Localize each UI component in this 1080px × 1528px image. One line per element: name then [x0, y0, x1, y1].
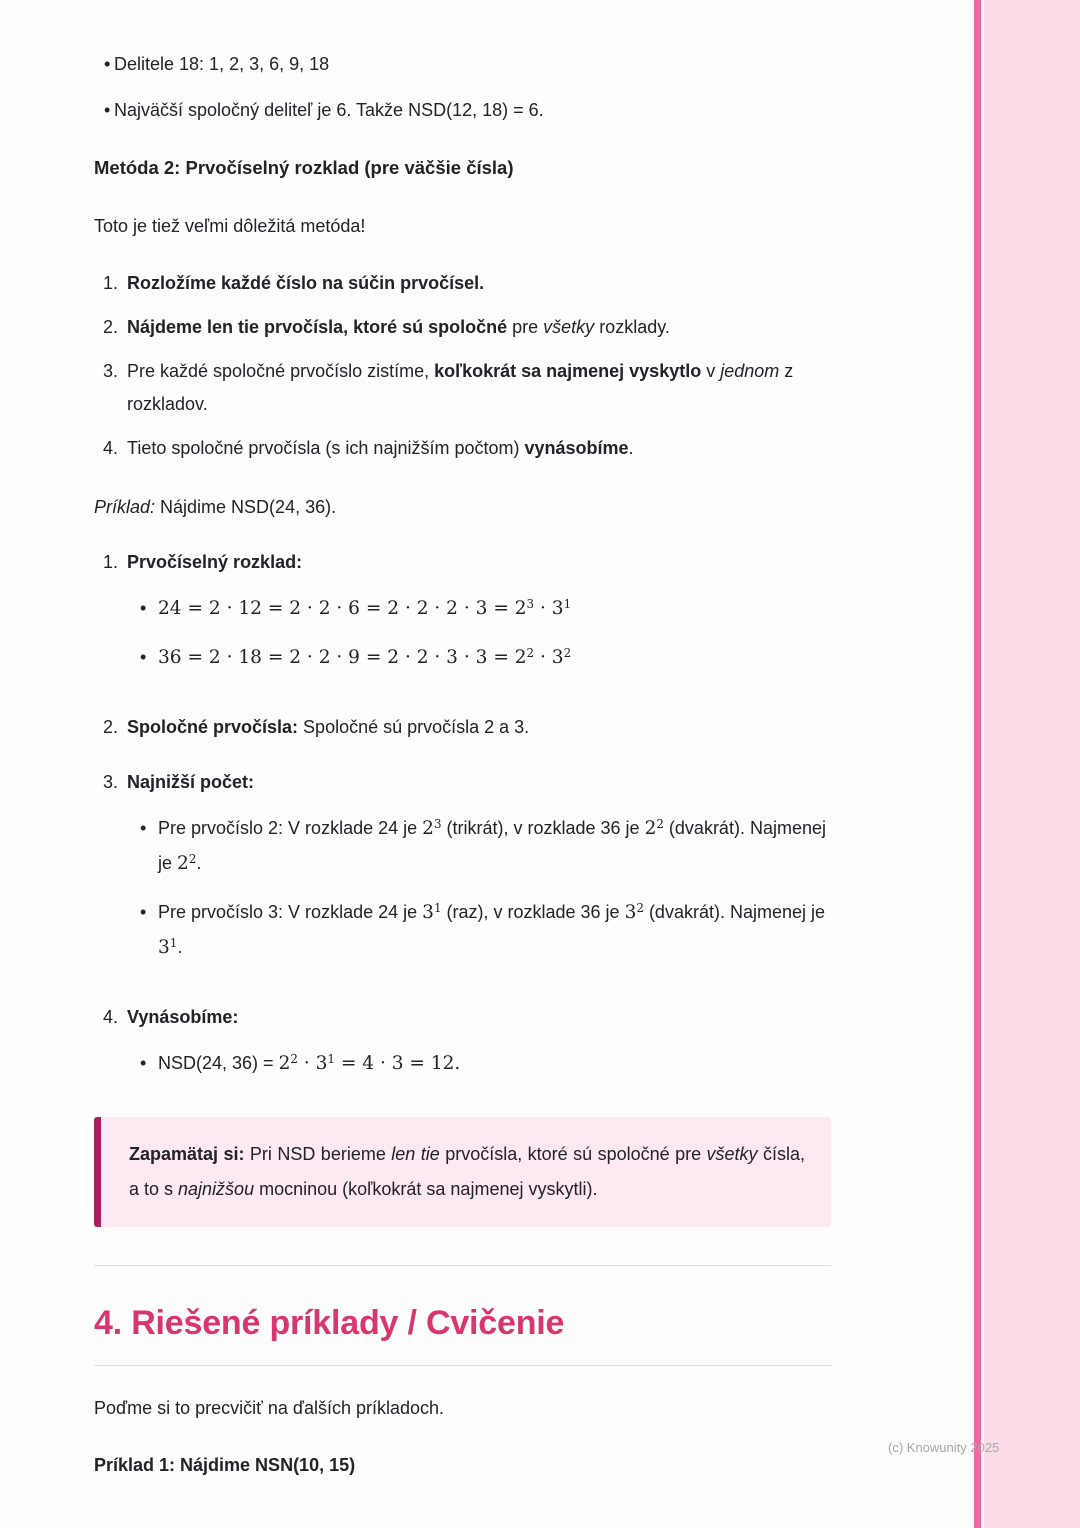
bullet-icon: • — [140, 647, 147, 667]
section-intro: Poďme si to precvičiť na ďalších príkladoch. — [94, 1398, 445, 1418]
bullet-item — [94, 94, 836, 127]
step-item — [94, 267, 836, 300]
detail-line-item — [127, 895, 836, 965]
callout-text: Zapamätaj si: Pri NSD berieme len tie prvočísla, ktoré sú spoločné pre všetky čísla, a to s najnižšou mocninou (koľkokrát sa najmenej vyskytli). — [129, 1144, 805, 1199]
bullet-icon: • — [140, 598, 147, 618]
step-text: Tieto spoločné prvočísla (s ich najnižším počtom) vynásobíme. — [127, 438, 634, 458]
step-text: Nájdeme len tie prvočísla, ktoré sú spoločné pre všetky rozklady. — [127, 317, 670, 337]
divider-bottom — [94, 1365, 831, 1366]
step-number: 1. — [102, 552, 118, 572]
step-number: 4. — [102, 1007, 118, 1027]
step-number: 1. — [102, 273, 118, 293]
math-line-item — [127, 591, 836, 626]
math-line: $36 = 2 \cdot 18 = 2 \cdot 2 \cdot 9 = 2 \cdot 2 \cdot 3 \cdot 3 = 2^2 \cdot 3^2$ — [158, 646, 572, 668]
detail-line: Pre prvočíslo 2: V rozklade 24 je $2^3$ (trikrát), v rozklade 36 je $2^2$ (dvakrát). Najmenej je $2^2$. — [158, 817, 826, 874]
intro-bullet-list — [94, 48, 836, 127]
result-line: NSD(24, $36) = 2^2 \cdot 3^1 = 4 \cdot 3 = 12$. — [158, 1052, 461, 1074]
example-steps — [94, 546, 836, 1095]
math-line-item — [127, 640, 836, 675]
step-number: 2. — [102, 717, 118, 737]
step-label: Vynásobíme: — [127, 1007, 239, 1027]
result-line-item — [127, 1046, 836, 1081]
example-step — [94, 711, 836, 744]
divider-top — [94, 1265, 831, 1266]
step-body — [127, 546, 836, 689]
next-page-preview — [984, 0, 1080, 1528]
step-text: Rozložíme každé číslo na súčin prvočísel. — [127, 273, 485, 293]
example1-heading: Príklad 1: Nájdime NSN(10, 15) — [94, 1455, 356, 1475]
step-number: 3. — [102, 772, 118, 792]
method2-heading: Metóda 2: Prvočíselný rozklad (pre väčšie čísla) — [94, 157, 514, 178]
detail-line-item — [127, 811, 836, 881]
bullet-icon: • — [140, 818, 147, 838]
page-edge-stripe — [974, 0, 981, 1528]
step-body — [127, 1001, 836, 1095]
detail-line: Pre prvočíslo 3: V rozklade 24 je $3^1$ (raz), v rozklade 36 je $3^2$ (dvakrát). Najmenej je $3^1$. — [158, 901, 826, 958]
document-content — [94, 48, 836, 1482]
method2-intro: Toto je tiež veľmi dôležitá metóda! — [94, 216, 366, 236]
bullet-item — [94, 48, 836, 81]
step-text: Pre každé spoločné prvočíslo zistíme, koľkokrát sa najmenej vyskytlo v jednom z rozkladov. — [127, 361, 794, 414]
result-bullet-list — [127, 1046, 836, 1081]
bullet-icon: • — [104, 100, 111, 120]
example-intro: Príklad: Nájdime NSD(24, 36). — [94, 497, 337, 517]
callout-box — [94, 1117, 831, 1227]
step-number: 4. — [102, 438, 118, 458]
step-label: Prvočíselný rozklad: — [127, 552, 303, 572]
method2-steps — [94, 267, 836, 465]
step-number: 2. — [102, 317, 118, 337]
copyright-note: (c) Knowunity 2025 — [888, 1440, 1000, 1455]
step-body — [127, 766, 836, 979]
detail-bullet-list — [127, 811, 836, 965]
example-step — [94, 546, 836, 689]
step-label: Najnižší počet: — [127, 772, 255, 792]
step-body — [127, 711, 836, 744]
step-item — [94, 355, 836, 421]
math-line: $24 = 2 \cdot 12 = 2 \cdot 2 \cdot 6 = 2 \cdot 2 \cdot 2 \cdot 3 = 2^3 \cdot 3^1$ — [158, 597, 572, 619]
step-label: Spoločné prvočísla: Spoločné sú prvočísla 2 a 3. — [127, 717, 530, 737]
bullet-icon: • — [140, 1053, 147, 1073]
bullet-text: Delitele 18: 1, 2, 3, 6, 9, 18 — [114, 54, 330, 74]
math-bullet-list — [127, 591, 836, 675]
section-heading: 4. Riešené príklady / Cvičenie — [94, 1304, 565, 1342]
example-step — [94, 766, 836, 979]
step-item — [94, 432, 836, 465]
step-item — [94, 311, 836, 344]
example-step — [94, 1001, 836, 1095]
bullet-icon: • — [104, 54, 111, 74]
step-number: 3. — [102, 361, 118, 381]
bullet-icon: • — [140, 902, 147, 922]
bullet-text: Najväčší spoločný deliteľ je 6. Takže NSD(12, 18) = 6. — [114, 100, 544, 120]
